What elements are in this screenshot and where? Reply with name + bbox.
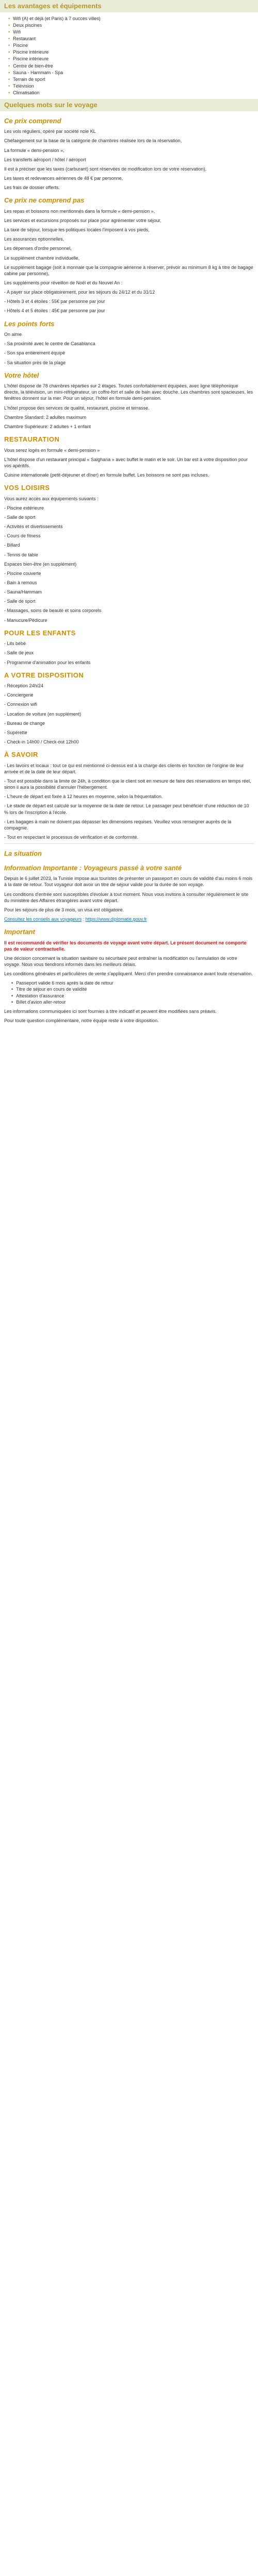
arrangement-item: - Supérette [4, 730, 27, 735]
children-item: - Lits bébé [4, 641, 26, 647]
not-included-line: Les repas et boissons non mentionnés dans la formule « demi-pension », [4, 208, 155, 214]
service-item: • Télévision [8, 83, 254, 89]
leisure-extra-item: - Bain à remous [4, 580, 37, 585]
not-included-text [0, 208, 258, 314]
footer-list-item: • Billet d'avion aller-retour [11, 999, 254, 1005]
divider [4, 843, 254, 844]
arrangement-item: - Check-in 14h00 / Check-out 12h00 [4, 739, 79, 745]
page: Les avantages et équipements • Wifi (A) et déjà (et Paris) à 7 oucces villes) • Deux piscines • Wifi • Restaurant • Piscine • Piscine intérieure • Piscine intérieure • Centre de bien-être • Sauna - Hammam - Spa • Terrain de sport • Télévision • Climatisation Quelques mots sur le voyage Ce prix comprend Les vols réguliers, opéré par société nole KL Chéfaegement sur la base de la catégorie de chambres réalisée lors de la réservation, La formule « demi-pension », Les transferts aéroport / hôtel / aéroport Il est à préciser que les taxes (carburant) sont réservées de modification lors de votre réservation), Les taxes et redevances aériennes de 48 € par personne, Les frais de dossier offerts. Ce prix ne comprend pas Les repas et boissons non mentionnés dans la formule « demi-pension », Les services et excursions proposés sur place pour agrémenter votre séjour, La taxe de séjour, lorsque les politiques locales l'imposent à vos pieds, Les assurances optionnelles, Les dépenses d'ordre personnel, Le supplément chambre individuelle, Le supplément bagage (soit à monnaie que la compagnie aérienne à réserver, prévoir au minimum 8 kg à titre de bagage cabine par personne), Les suppléments pour réveillon de Noël et du Nouvel An : - A payer sur place obligatoirement, pour les séjours du 24/12 et du 31/12 - Hôtels 3 et 4 étoiles : 55€ par personne par jour - Hôtels 4 et 5 étoiles : 45€ par personne par jour Les points forts On aime - Sa proximité avec le centre de Casablanca - Son spa entièrement équipé - Sa situation près de la plage Votre hôtel L'hôtel dispose de 78 chambres réparties sur 2 étages. Toutes confortablement équipées, avec ligne téléphonique directe, la télévision, un mini-réfrigérateur, un coffre-fort et salle de bain avec douche. Les chambres sont spacieuses, les fenêtres donnent sur la mer. Pour un séjour, l'hôtel en formule demi-pension. L'hôtel propose des services de qualité, restaurant, piscine et terrasse. Chambre Standard: 2 adultes maximum Chambre Supérieure: 2 adultes + 1 enfant RESTAURATION Vous serez logés en formule « demi-pension » L'hôtel dispose d'un restaurant principal « Salgharia » avec buffet le matin et le soir. Un bar est à votre disposition pour vos apéritifs. Cuisine internationale (petit-déjeuner et dîner) en formule buffet. Les boissons ne sont pas incluses. VOS LOISIRS Vous aurez accès aux équipements suivants : - Piscine extérieure - Salle de sport - Activités et divertissements - Cours de fitness - Billard - Tennis de table Espaces bien-être (en supplément) - Piscine couverte - Bain à remous - Sauna/Hammam - Salle de sport - Massages, soins de beauté et soins corporels - Manucure/Pédicure POUR LES ENFANTS - Lits bébé - Salle de jeux - Programme d'animation pour les enfants A VOTRE DISPOSITION - Réception 24h/24 - Conciergerie - Connexion wifi - Location de voiture (en supplément) - Bureau de change - Supérette - Check-in 14h00 / Check-out 12h00 À SAVOIR - Les lavoirs et locaux : tout ce qui est mentionné ci-dessus est à la charge des clients en fonction de l'origine de leur arrivée et de la date de leur départ. - Tout est possible dans la limite de 24h, à condition que le client soit en mesure de faire des réservations en temps réel, sinon il aura la possibilité d'annuler l'hébergement. - L'heure de départ est fixée à 12 heures en moyenne, selon la fréquentation. - Le stade de départ est calculé sur la moyenne de la date de retour. Le passager peut bénéficier d'une réduction de 10 % lors de l'inscription à l'école. - Les bagages à main ne doivent pas dépasser les dimensions requises. Veuillez vous renseigner auprès de la compagnie. - Tout en respectant le processus de vérification et de conformité. La situation Information Importante : Voyageurs passé à votre santé Depuis le 6 juillet 2023, la Tunisie impose aux touristes de présenter un passeport en cours de validité d'au moins 6 mois à la date de retour. Tout voyageur doit avoir un titre de séjour valide pour la durée de son voyage. Les conditions d'entrée sont susceptibles d'évoluer à tout moment. Nous vous invitons à consulter régulièrement le site du ministère des Affaires étrangères avant votre départ. Pour les séjours de plus de 3 mois, un visa est obligatoire. Consultez les conseils aux voyageurs : https://www.diplomatie.gouv.fr Important Il est recommandé de vérifier les documents de voyage avant votre départ. Le présent document ne comporte pas de valeur contractuelle. Une décision concernant la situation sanitaire ou sécuritaire peut entraîner la modification ou l'annulation de votre voyage. Nous vous tiendrons informés dans les meilleurs délais. Les conditions générales et particulières de vente s'appliquent. Merci d'en prendre connaissance avant toute réservation. • Passeport valide 6 mois après la date de retour • Titre de séjour en cours de validité • Attestation d'assurance • Billet d'avion aller-retour Les informations communiquées ici sont fournies à titre indicatif et peuvent être modifiées sans préavis. Pour toute question complémentaire, notre équipe reste à votre disposition. [0, 0, 258, 1037]
footer-notice-heading: Important [4, 928, 35, 936]
important-text [4, 875, 254, 913]
diplomatie-link[interactable]: https://www.diplomatie.gouv.fr [85, 916, 147, 922]
service-item: • Wifi [8, 29, 254, 35]
children-list [0, 640, 258, 665]
point-item: - Sa situation près de la plage [4, 360, 66, 365]
leisure-extra-item: - Manucure/Pédicure [4, 617, 47, 623]
children-heading: POUR LES ENFANTS [4, 629, 76, 637]
arrangement-item: - Conciergerie [4, 692, 34, 698]
arrangement-item: - Bureau de change [4, 720, 45, 726]
price-line: Les taxes et redevances aériennes de 48 € par personne, [4, 176, 123, 181]
important-heading: Information Importante : Voyageurs passé à votre santé [4, 863, 182, 872]
point-item: - Son spa entièrement équipé [4, 350, 66, 356]
not-included-line: La taxe de séjour, lorsque les politiques locales l'imposent à vos pieds, [4, 227, 150, 233]
footer-closing-line: Les informations communiquées ici sont fournies à titre indicatif et peuvent être modifiées sans préavis. [4, 1008, 217, 1014]
services-section [0, 15, 258, 96]
leisure-extra-item: - Piscine couverte [4, 570, 41, 576]
service-item: • Sauna - Hammam - Spa [8, 70, 254, 76]
service-item: • Wifi (A) et déjà (et Paris) à 7 oucces villes) [8, 15, 254, 22]
price-heading: Ce prix comprend [4, 116, 61, 125]
restaurant-paragraph: Vous serez logés en formule « demi-pension » [4, 447, 100, 453]
service-item: • Restaurant [8, 36, 254, 42]
know-item: - L'heure de départ est fixée à 12 heures en moyenne, selon la fréquentation. [4, 794, 163, 800]
important-paragraph: Pour les séjours de plus de 3 mois, un visa est obligatoire. [4, 907, 124, 912]
know-item: - Les lavoirs et locaux : tout ce qui est mentionné ci-dessus est à la charge des clients en fonction de l'origine de leur arrivée et de la date de leur départ. [4, 762, 244, 774]
advice-link[interactable]: Consultez les conseils aux voyageurs [4, 916, 82, 922]
not-included-line: Le supplément chambre individuelle, [4, 255, 80, 261]
price-line: Les frais de dossier offerts. [4, 185, 60, 191]
notice-red-text: Il est recommandé de vérifier les documents de voyage avant votre départ. Le présent document ne comporte pas de valeur contractuelle. [4, 940, 247, 952]
hotel-paragraph: L'hôtel dispose de 78 chambres réparties sur 2 étages. Toutes confortablement équipées, avec ligne téléphonique directe, la télévision, un mini-réfrigérateur, un coffre-fort et salle de bain avec douche. Les chambres sont spacieuses, les fenêtres donnent sur la mer. Pour un séjour, l'hôtel en formule demi-pension. [4, 383, 253, 401]
know-paragraphs [4, 803, 254, 840]
know-paragraph: - Tout en respectant le processus de vérification et de conformité. [4, 834, 138, 840]
leisure-extra-item: - Salle de sport [4, 599, 36, 604]
service-item: • Centre de bien-être [8, 63, 254, 69]
price-line: Les vols réguliers, opéré par société nole KL [4, 129, 96, 134]
know-paragraph: - Le stade de départ est calculé sur la moyenne de la date de retour. Le passager peut bénéficier d'une réduction de 10 % lors de l'inscription à l'école. [4, 803, 249, 815]
hotel-paragraph: Chambre Supérieure: 2 adultes + 1 enfant [4, 423, 91, 429]
not-included-line: - Hôtels 4 et 5 étoiles : 45€ par personne par jour [4, 308, 105, 314]
situation-heading: La situation [4, 850, 42, 858]
leisure-item: - Cours de fitness [4, 533, 41, 539]
know-item: - Tout est possible dans la limite de 24h, à condition que le client soit en mesure de faire des réservations en temps réel, sinon il aura la possibilité d'annuler l'hébergement. [4, 778, 251, 790]
leisure-item: - Salle de sport [4, 514, 36, 520]
price-line: Il est à préciser que les taxes (carburant) sont réservées de modification lors de votre réservation), [4, 166, 207, 172]
price-line: La formule « demi-pension », [4, 147, 64, 153]
price-line: Chéfaegement sur la base de la catégorie de chambres réalisée lors de la réservation, [4, 138, 182, 144]
not-included-line: Les suppléments pour réveillon de Noël et du Nouvel An : [4, 280, 123, 285]
children-item: - Salle de jeux [4, 650, 34, 656]
mustknow-heading: Quelques mots sur le voyage [0, 99, 258, 111]
not-included-line: Le supplément bagage (soit à monnaie que la compagnie aérienne à réserver, prévoir au minimum 8 kg à titre de bagage cabine par personne), [4, 264, 253, 276]
footer-closing-line: Pour toute question complémentaire, notre équipe reste à votre disposition. [4, 1018, 159, 1024]
services-heading: Les avantages et équipements [0, 0, 258, 12]
leisure-item: - Activités et divertissements [4, 524, 63, 530]
restaurant-text [0, 447, 258, 479]
footer-text [4, 955, 254, 977]
price-text [0, 128, 258, 191]
points-list [4, 341, 254, 365]
arrangement-heading: A VOTRE DISPOSITION [4, 671, 84, 679]
points-subtitle: On aime [4, 332, 22, 337]
restaurant-paragraph: L'hôtel dispose d'un restaurant principal « Salgharia » avec buffet le matin et le soir. Un bar est à votre disposition pour vos apéritifs. [4, 456, 248, 468]
footer-list [4, 980, 254, 1005]
leisure-extra-list [4, 570, 254, 623]
leisure-extra-title: Espaces bien-être (en supplément) [4, 561, 77, 567]
arrangement-item: - Location de voiture (en supplément) [4, 711, 82, 717]
arrangement-item: - Réception 24h/24 [4, 683, 44, 689]
hotel-paragraph: Chambre Standard: 2 adultes maximum [4, 414, 87, 420]
important-paragraph: Depuis le 6 juillet 2023, la Tunisie impose aux touristes de présenter un passeport en cours de validité d'au moins 6 mois à la date de retour. Tout voyageur doit avoir un titre de séjour valide pour la durée de son voyage. [4, 876, 252, 888]
service-item: • Deux piscines [8, 22, 254, 28]
restaurant-paragraph: Cuisine internationale (petit-déjeuner et dîner) en formule buffet. Les boissons ne sont pas incluses. [4, 472, 209, 478]
footer-paragraph: Les conditions générales et particulières de vente s'appliquent. Merci d'en prendre connaissance avant toute réservation. [4, 971, 253, 977]
not-included-line: - Hôtels 3 et 4 étoiles : 55€ par personne par jour [4, 299, 105, 304]
not-included-line: - A payer sur place obligatoirement, pour les séjours du 24/12 et du 31/12 [4, 290, 155, 295]
service-item: • Piscine intérieure [8, 56, 254, 62]
leisure-heading: VOS LOISIRS [4, 484, 50, 492]
restaurant-heading: RESTAURATION [4, 435, 60, 444]
point-item: - Sa proximité avec le centre de Casablanca [4, 341, 95, 347]
leisure-extra-item: - Sauna/Hammam [4, 589, 42, 595]
not-included-line: Les services et excursions proposés sur place pour agrémenter votre séjour, [4, 218, 162, 223]
know-list [4, 762, 254, 800]
price-line: Les transferts aéroport / hôtel / aéroport [4, 157, 86, 162]
leisure-extra-item: - Massages, soins de beauté et soins corporels [4, 608, 102, 614]
not-included-heading: Ce prix ne comprend pas [4, 196, 85, 205]
leisure-item: - Billard [4, 543, 20, 548]
hotel-text [0, 383, 258, 430]
service-item: • Terrain de sport [8, 76, 254, 82]
services-list [4, 15, 254, 96]
footer-list-item: • Passeport valide 6 mois après la date de retour [11, 980, 254, 986]
footer-list-item: • Titre de séjour en cours de validité [11, 986, 254, 992]
service-item: • Climatisation [8, 90, 254, 96]
hotel-paragraph: L'hôtel propose des services de qualité, restaurant, piscine et terrasse. [4, 405, 150, 411]
not-included-line: Les assurances optionnelles, [4, 236, 64, 242]
service-item: • Piscine [8, 42, 254, 48]
arrangement-item: - Connexion wifi [4, 702, 38, 707]
service-item: • Piscine intérieure [8, 49, 254, 55]
important-paragraph: Les conditions d'entrée sont susceptibles d'évoluer à tout moment. Nous vous invitons à consulter régulièrement le site du ministère des Affaires étrangères avant votre départ. [4, 891, 249, 903]
know-paragraph: - Les bagages à main ne doivent pas dépasser les dimensions requises. Veuillez vous renseigner auprès de la compagnie. [4, 819, 232, 831]
footer-closing [4, 1008, 254, 1024]
footer-paragraph: Une décision concernant la situation sanitaire ou sécuritaire peut entraîner la modification ou l'annulation de votre voyage. Nous vous tiendrons informés dans les meilleurs délais. [4, 955, 237, 968]
footer-list-item: • Attestation d'assurance [11, 993, 254, 999]
points-heading: Les points forts [4, 319, 55, 328]
arrangement-list [0, 683, 258, 745]
leisure-list [4, 505, 254, 558]
leisure-item: - Piscine extérieure [4, 505, 44, 511]
hotel-heading: Votre hôtel [4, 371, 39, 379]
not-included-line: Les dépenses d'ordre personnel, [4, 246, 72, 251]
leisure-item: - Tennis de table [4, 552, 38, 557]
leisure-intro: Vous aurez accès aux équipements suivants : [4, 496, 99, 501]
know-heading: À SAVOIR [4, 751, 38, 759]
children-item: - Programme d'animation pour les enfants [4, 659, 91, 665]
